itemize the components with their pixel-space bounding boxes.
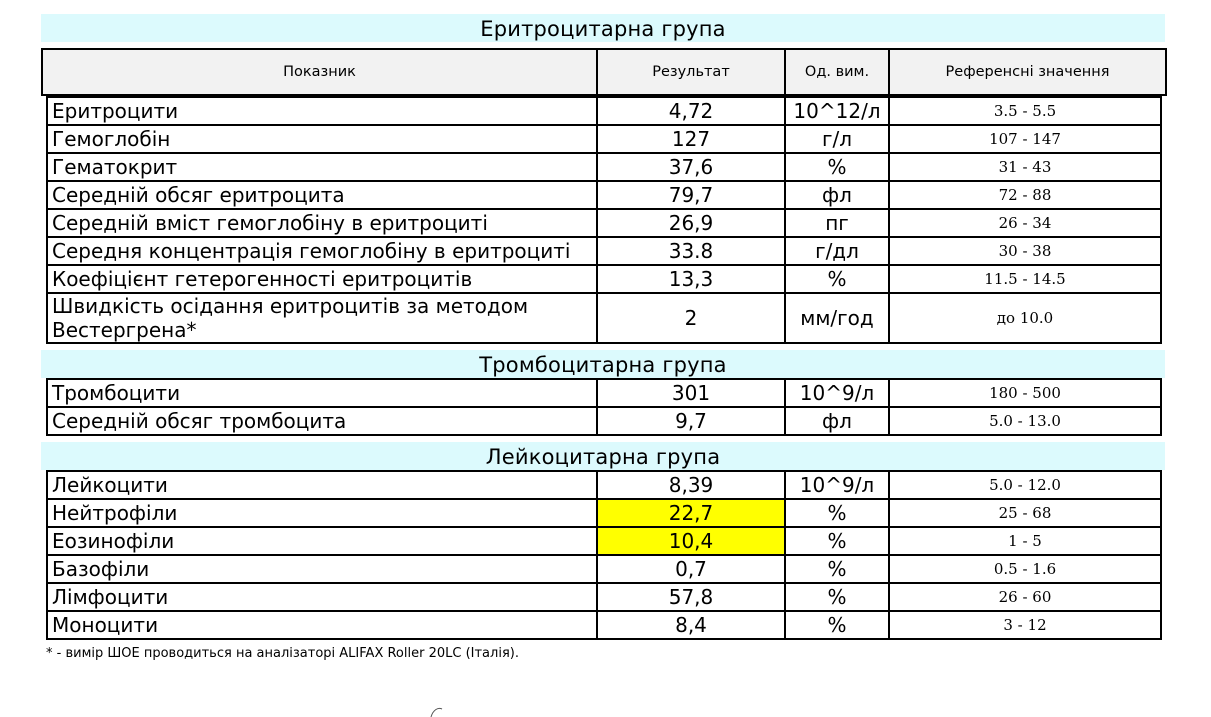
table-row [47,293,1161,343]
unit: % [785,527,889,555]
unit: % [785,499,889,527]
result-value: 33.8 [597,237,785,265]
table-row [47,97,1161,125]
reference-range: до 10.0 [889,293,1161,343]
group-title-erythrocyte: Еритроцитарна група [41,14,1165,42]
unit: % [785,153,889,181]
result-value: 301 [597,379,785,407]
indicator-name: Середня концентрація гемоглобіну в еритроциті [47,237,597,265]
table-row [47,181,1161,209]
result-value: 0,7 [597,555,785,583]
thrombocyte-table [46,378,1162,436]
unit: фл [785,407,889,435]
erythrocyte-table [46,96,1162,344]
indicator-name: Моноцити [47,611,597,639]
reference-range: 0.5 - 1.6 [889,555,1161,583]
unit: пг [785,209,889,237]
result-value: 8,39 [597,471,785,499]
result-value: 26,9 [597,209,785,237]
header-indicator: Показник [42,49,597,95]
group-title-thrombocyte: Тромбоцитарна група [41,350,1165,378]
table-row [47,153,1161,181]
unit: 10^12/л [785,97,889,125]
reference-range: 30 - 38 [889,237,1161,265]
reference-range: 26 - 60 [889,583,1161,611]
header-unit: Од. вим. [785,49,889,95]
indicator-name: Середній обсяг тромбоцита [47,407,597,435]
reference-range: 26 - 34 [889,209,1161,237]
lab-report [41,14,1165,661]
result-value: 4,72 [597,97,785,125]
indicator-name: Середній вміст гемоглобіну в еритроциті [47,209,597,237]
table-row [47,499,1161,527]
group-title-leukocyte: Лейкоцитарна група [41,442,1165,470]
indicator-name: Швидкість осідання еритроцитів за методом Вестергрена* [47,293,597,343]
table-row [47,209,1161,237]
reference-range: 25 - 68 [889,499,1161,527]
column-header-table [41,48,1167,96]
indicator-name: Еритроцити [47,97,597,125]
reference-range: 107 - 147 [889,125,1161,153]
pen-mark-icon [428,706,448,717]
indicator-name: Лейкоцити [47,471,597,499]
result-value: 79,7 [597,181,785,209]
column-header-row [42,49,1166,95]
reference-range: 180 - 500 [889,379,1161,407]
result-value: 22,7 [597,499,785,527]
table-row [47,583,1161,611]
unit: 10^9/л [785,379,889,407]
result-value: 2 [597,293,785,343]
table-row [47,611,1161,639]
reference-range: 5.0 - 13.0 [889,407,1161,435]
unit: % [785,265,889,293]
indicator-name: Середній обсяг еритроцита [47,181,597,209]
table-row [47,379,1161,407]
header-reference: Референсні значення [889,49,1166,95]
reference-range: 1 - 5 [889,527,1161,555]
indicator-name: Лімфоцити [47,583,597,611]
table-row [47,125,1161,153]
result-value: 127 [597,125,785,153]
indicator-name: Гематокрит [47,153,597,181]
unit: % [785,611,889,639]
unit: г/л [785,125,889,153]
indicator-name: Тромбоцити [47,379,597,407]
unit: фл [785,181,889,209]
table-row [47,555,1161,583]
unit: 10^9/л [785,471,889,499]
unit: г/дл [785,237,889,265]
reference-range: 11.5 - 14.5 [889,265,1161,293]
table-row [47,265,1161,293]
unit: мм/год [785,293,889,343]
table-row [47,527,1161,555]
table-row [47,407,1161,435]
result-value: 13,3 [597,265,785,293]
result-value: 37,6 [597,153,785,181]
result-value: 9,7 [597,407,785,435]
table-row [47,471,1161,499]
reference-range: 31 - 43 [889,153,1161,181]
leukocyte-table [46,470,1162,640]
table-row [47,237,1161,265]
footnote: * - вимір ШОЕ проводиться на аналізаторі ALIFAX Roller 20LC (Італія). [46,646,519,661]
header-result: Результат [597,49,785,95]
reference-range: 72 - 88 [889,181,1161,209]
result-value: 57,8 [597,583,785,611]
indicator-name: Коефіцієнт гетерогенності еритроцитів [47,265,597,293]
result-value: 8,4 [597,611,785,639]
reference-range: 3 - 12 [889,611,1161,639]
indicator-name: Нейтрофіли [47,499,597,527]
indicator-name: Гемоглобін [47,125,597,153]
reference-range: 3.5 - 5.5 [889,97,1161,125]
unit: % [785,583,889,611]
indicator-name: Еозинофіли [47,527,597,555]
result-value: 10,4 [597,527,785,555]
indicator-name: Базофіли [47,555,597,583]
unit: % [785,555,889,583]
reference-range: 5.0 - 12.0 [889,471,1161,499]
